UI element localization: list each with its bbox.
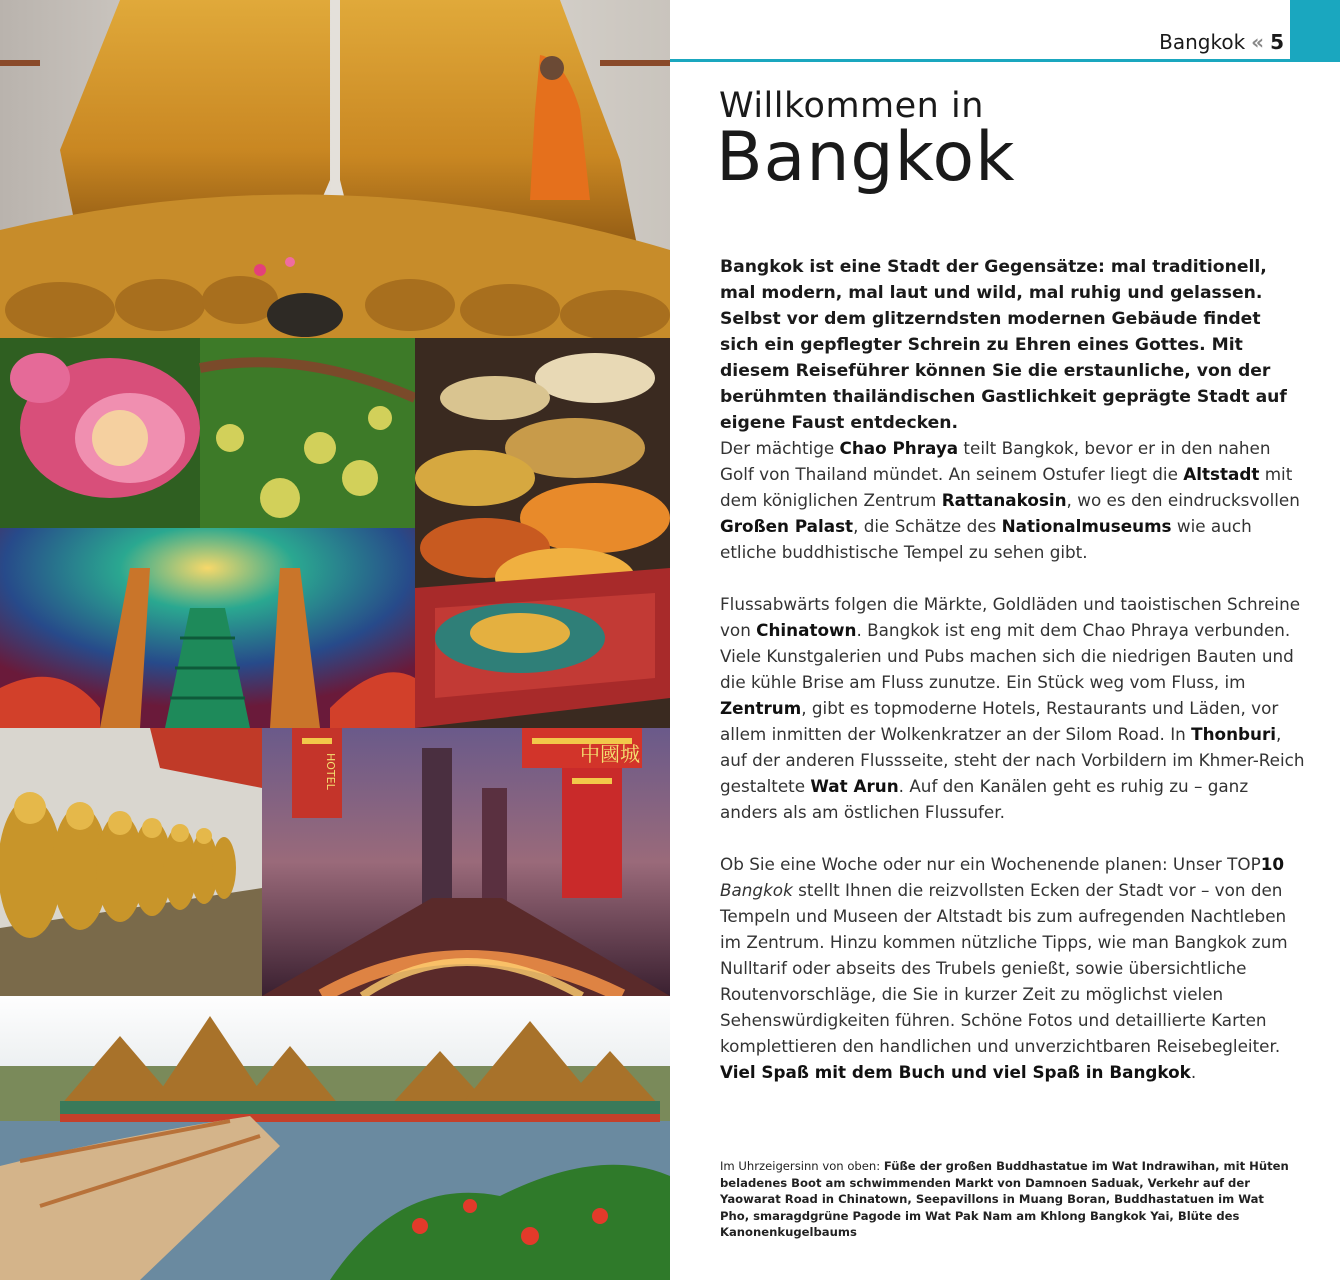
title-line-1: Willkommen in — [719, 86, 984, 126]
paragraph-1: Der mächtige Chao Phraya teilt Bangkok, bevor er in den nahen Golf von Thailand mündet. An seinem Ostufer liegt die Altstadt mit dem königlichen Zentrum Rattanakosin, wo es den eindrucksvollen Großen Palast, die Schätze des Nationalmuseums wie auch etliche buddhistische Tempel zu sehen gibt. — [720, 438, 1300, 562]
buddha-feet-photo — [0, 0, 670, 338]
running-header — [1159, 30, 1284, 54]
photo-pagoda-icon — [0, 528, 415, 728]
header-rule — [670, 59, 1340, 62]
cannonball-flower-photo — [0, 338, 415, 528]
lead-paragraph: Bangkok ist eine Stadt der Gegensätze: mal traditionell, mal modern, mal laut und wild, mal ruhig und gelassen. Selbst vor dem glitzerndsten modernen Gebäude findet sich ein gepflegter Schrein zu Ehren eines Gottes. Mit diesem Reiseführer können Sie die erstaunliche, von der berühmten thailändischen Gastlichkeit geprägte Stadt auf eigene Faust entdecken. — [720, 257, 1287, 433]
running-section: Bangkok — [1159, 30, 1246, 54]
chevron-left-icon: « — [1251, 30, 1265, 54]
header-accent-box — [1290, 0, 1340, 59]
paragraph-3: Ob Sie eine Woche oder nur ein Wochenende planen: Unser TOP10 Bangkok stellt Ihnen die reizvollsten Ecken der Stadt vor – von den Tempeln und Museen der Altstadt bis zum aufregenden Nachtleben im Zentrum. Hinzu kommen nützliche Tipps, wie man Bangkok zum Nulltarif oder abseits des Trubels genießt, sowie übersichtliche Routenvorschläge, die Sie in kurzer Zeit zu möglichst vielen Sehenswürdigkeiten führen. Schöne Fotos und detaillierte Karten komplettieren den handlichen und unverzichtbaren Reisebegleiter. Viel Spaß mit dem Buch und viel Spaß in Bangkok. — [720, 854, 1288, 1082]
paragraph-2: Flussabwärts folgen die Märkte, Goldläden und taoistischen Schreine von Chinatown. Bangkok ist eng mit dem Chao Phraya verbunden. Viele Kunstgalerien und Pubs machen sich die niedrigen Bauten und die kühle Brise am Fluss zunutze. Ein Stück weg vom Fluss, im Zentrum, gibt es topmoderne Hotels, Restaurants und Läden, vor allem inmitten der Wolkenkratzer an der Silom Road. In Thonburi, auf der anderen Flussseite, steht der nach Vorbildern im Khmer-Reich gestaltete Wat Arun. Auf den Kanälen geht es ruhig zu – ganz anders als am östlichen Flussufer. — [720, 594, 1305, 822]
page-number: 5 — [1270, 30, 1284, 54]
buddha-statues-photo — [0, 728, 262, 996]
photo-buddhas-icon — [0, 728, 262, 996]
photo-caption: Im Uhrzeigersinn von oben: Füße der großen Buddhastatue im Wat Indrawihan, mit Hüten beladenes Boot am schwimmenden Markt von Damnoen Saduak, Verkehr auf der Yaowarat Road in Chinatown, Seepavillons in Muang Boran, Buddhastatuen im Wat Pho, smaragdgrüne Pagode im Wat Pak Nam am Khlong Bangkok Yai, Blüte des Kanonenkugelbaums — [720, 1159, 1289, 1239]
emerald-pagoda-photo — [0, 528, 415, 728]
page-title: Bangkok — [716, 118, 1016, 197]
photo-buddha-feet-icon — [0, 0, 670, 338]
sign-hotel: HOTEL — [324, 753, 337, 790]
text-page — [670, 0, 1340, 1280]
photo-hats-icon — [415, 338, 670, 728]
hats-boat-photo — [415, 338, 670, 728]
sign-chinese-city: 中國城 — [580, 742, 640, 766]
photo-chinatown-icon — [262, 728, 670, 996]
photo-flower-icon — [0, 338, 415, 528]
photo-pavilions-icon — [0, 996, 670, 1280]
lake-pavilions-photo — [0, 996, 670, 1280]
chinatown-traffic-photo — [262, 728, 670, 996]
